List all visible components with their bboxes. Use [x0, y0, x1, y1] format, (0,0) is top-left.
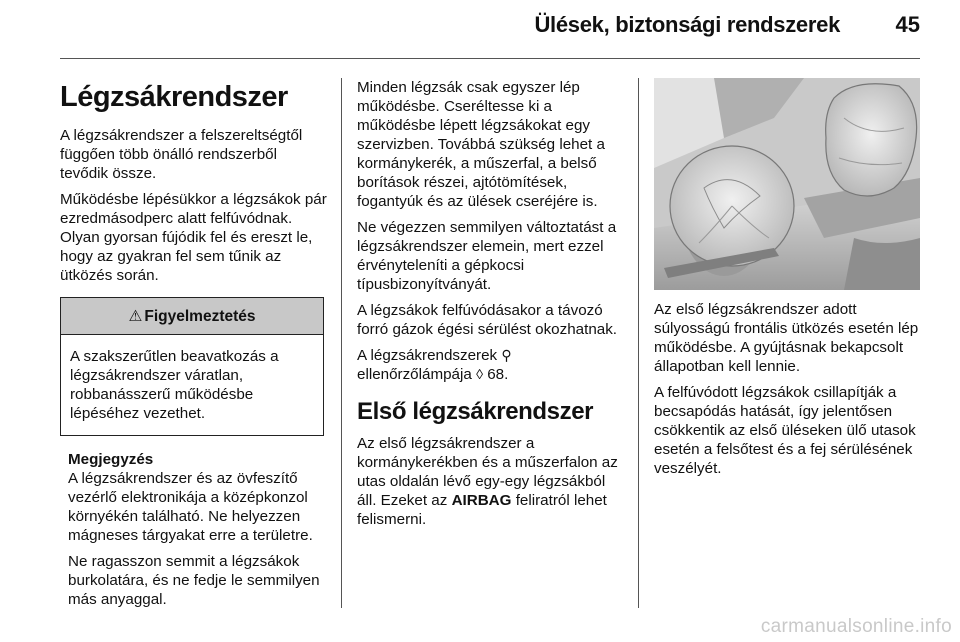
airbag-lamp-icon: ⚲ [501, 347, 512, 363]
main-heading: Légzsákrendszer [60, 81, 288, 113]
paragraph-intro: A légzsákrendszer a felszereltségtől függően több önálló rendszerből tevődik össze. [60, 127, 303, 182]
sub-heading: Első légzsákrendszer [357, 398, 594, 425]
warning-box [60, 297, 324, 436]
paragraph-control-lamp: A légzsákrendszerek ⚲ ellenőrzőlámpája ◊ 68. [357, 347, 512, 383]
paragraph-front-airbag: Az első légzsákrendszer a kormánykerékben és a műszerfalon az utas oldalán lévő egy-egy légzsákból áll. Ezeket az AIRBAG feliratról lehet felismerni. [357, 435, 618, 528]
watermark: carmanualsonline.info [760, 616, 952, 637]
page-header-title: Ülések, biztonsági rendszerek [534, 12, 840, 37]
page-reference-icon: ◊ [476, 366, 483, 382]
note-title: Megjegyzés [68, 451, 154, 468]
note-paragraph-1: A légzsákrendszer és az övfeszítő vezérlő elektronikája a középkonzol környékén található. Ne helyezzen mágneses tárgyakat erre a területre. [68, 470, 313, 544]
note-paragraph-2: Ne ragasszon semmit a légzsákok burkolatára, és ne fedje le semmilyen más anyaggal. [68, 553, 320, 608]
column-3 [654, 300, 924, 485]
page-reference: 68. [487, 366, 509, 383]
paragraph-activation: Az első légzsákrendszer adott súlyosságú frontális ütközés esetén lép működésbe. A gyújtásnak bekapcsolt állapotban kell lennie. [654, 301, 919, 375]
paragraph-protection: A felfúvódott légzsákok csillapítják a becsapódás hatását, így jelentősen csökkentik az első üléseken ülő utasok esetén a felsőtest és a fej sérülésének veszélyét. [654, 384, 916, 477]
header-rule [60, 58, 920, 59]
airbag-label: AIRBAG [451, 492, 512, 509]
paragraph-inflation: Működésbe lépésükkor a légzsákok pár ezredmásodperc alatt felfúvódnak. Olyan gyorsan fújódik fel és ereszt le, hogy az gyakran fel sem tűnik az ütközés során. [60, 191, 327, 284]
paragraph-hot-gas: A légzsákok felfúvódásakor a távozó forró gázok égési sérülést okozhatnak. [357, 302, 618, 338]
note-section [60, 450, 328, 609]
paragraph-no-modification: Ne végezzen semmilyen változtatást a légzsákrendszer elemein, mert ezzel érvényteleníti a gépkocsi típusbizonyítványát. [357, 219, 617, 293]
page-number: 45 [895, 12, 920, 37]
warning-text: A szakszerűtlen beavatkozás a légzsákrendszer váratlan, robbanásszerű működésbe lépéséhez vezethet. [70, 348, 279, 422]
paragraph-single-use: Minden légzsák csak egyszer lép működésbe. Cseréltesse ki a működésbe lépett légzsákokat egy szervizben. Továbbá szükség lehet a kormánykerék, a műszerfal, a belső borítások részei, ajtótömítések, fogantyúk és az ülések cseréjére is. [357, 79, 605, 210]
column-2 [357, 78, 625, 536]
warning-title: Figyelmeztetés [144, 307, 256, 325]
column-1 [60, 70, 328, 616]
warning-triangle-icon: ⚠ [128, 307, 143, 325]
warning-header [61, 298, 323, 335]
column-divider-left [341, 78, 342, 608]
column-divider-right [638, 78, 639, 608]
airbag-illustration [654, 78, 920, 290]
